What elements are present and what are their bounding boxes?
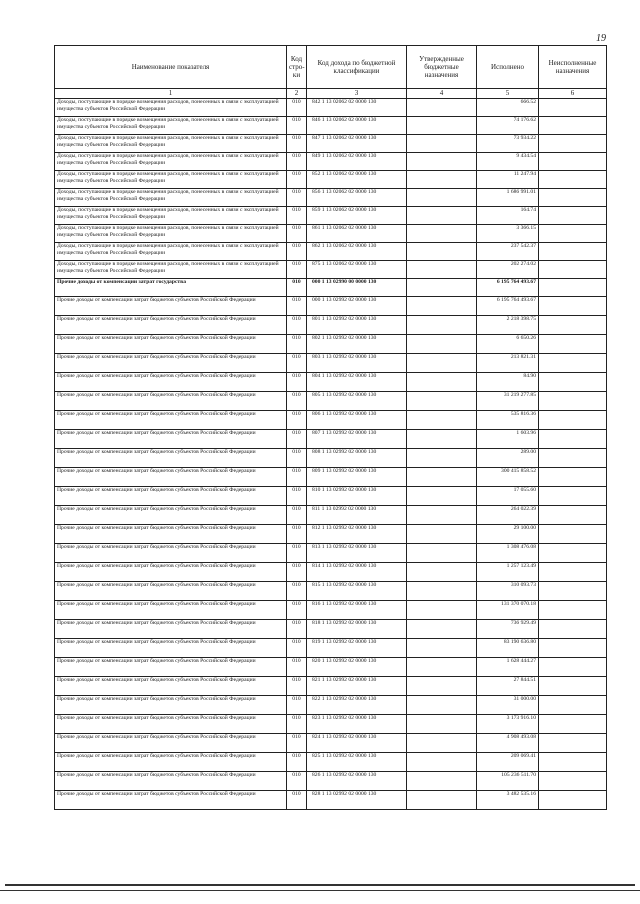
indicator-name-cell: Прочие доходы от компенсации затрат бюджетов субъектов Российской Федерации bbox=[55, 392, 287, 411]
indicator-name-cell: Прочие доходы от компенсации затрат бюджетов субъектов Российской Федерации bbox=[55, 734, 287, 753]
header-executed: Исполнено bbox=[477, 46, 539, 89]
header-indicator-name: Наименование показателя bbox=[55, 46, 287, 89]
indicator-name-cell: Прочие доходы от компенсации затрат бюджетов субъектов Российской Федерации bbox=[55, 506, 287, 525]
column-number: 2 bbox=[287, 89, 307, 99]
unexecuted-cell bbox=[539, 544, 607, 563]
approved-cell bbox=[407, 696, 477, 715]
approved-cell bbox=[407, 392, 477, 411]
approved-cell bbox=[407, 620, 477, 639]
table-row bbox=[55, 99, 607, 117]
line-code-cell: 010 bbox=[287, 171, 307, 189]
indicator-name-cell: Прочие доходы от компенсации затрат бюджетов субъектов Российской Федерации bbox=[55, 620, 287, 639]
line-code-cell: 010 bbox=[287, 392, 307, 411]
line-code-cell: 010 bbox=[287, 658, 307, 677]
table-row bbox=[55, 207, 607, 225]
indicator-name-cell: Прочие доходы от компенсации затрат бюджетов субъектов Российской Федерации bbox=[55, 696, 287, 715]
indicator-name-cell: Доходы, поступающие в порядке возмещения расходов, понесенных в связи с эксплуатацией имущества субъектов Российской Федерации bbox=[55, 153, 287, 171]
executed-cell: 666.52 bbox=[477, 99, 539, 117]
table-header-row bbox=[55, 46, 607, 89]
line-code-cell: 010 bbox=[287, 734, 307, 753]
line-code-cell: 010 bbox=[287, 335, 307, 354]
table-row bbox=[55, 279, 607, 297]
scan-edge-line bbox=[5, 884, 635, 886]
approved-cell bbox=[407, 734, 477, 753]
line-code-cell: 010 bbox=[287, 207, 307, 225]
line-code-cell: 010 bbox=[287, 153, 307, 171]
income-code-cell: 824 1 13 02992 02 0000 130 bbox=[307, 734, 407, 753]
line-code-cell: 010 bbox=[287, 117, 307, 135]
income-code-cell: 821 1 13 02992 02 0000 130 bbox=[307, 677, 407, 696]
table-row bbox=[55, 316, 607, 335]
executed-cell: 9 434.54 bbox=[477, 153, 539, 171]
table-row bbox=[55, 135, 607, 153]
unexecuted-cell bbox=[539, 772, 607, 791]
indicator-name-cell: Прочие доходы от компенсации затрат бюджетов субъектов Российской Федерации bbox=[55, 563, 287, 582]
executed-cell: 1 257 123.49 bbox=[477, 563, 539, 582]
indicator-name-cell: Прочие доходы от компенсации затрат бюджетов субъектов Российской Федерации bbox=[55, 772, 287, 791]
executed-cell: 213 821.31 bbox=[477, 354, 539, 373]
executed-cell: 27 844.51 bbox=[477, 677, 539, 696]
indicator-name-cell: Прочие доходы от компенсации затрат бюджетов субъектов Российской Федерации bbox=[55, 316, 287, 335]
approved-cell bbox=[407, 753, 477, 772]
approved-cell bbox=[407, 639, 477, 658]
income-code-cell: 818 1 13 02992 02 0000 130 bbox=[307, 620, 407, 639]
line-code-cell: 010 bbox=[287, 791, 307, 810]
unexecuted-cell bbox=[539, 696, 607, 715]
line-code-cell: 010 bbox=[287, 563, 307, 582]
line-code-cell: 010 bbox=[287, 506, 307, 525]
unexecuted-cell bbox=[539, 279, 607, 297]
unexecuted-cell bbox=[539, 734, 607, 753]
income-code-cell: 823 1 13 02992 02 0000 130 bbox=[307, 715, 407, 734]
executed-cell: 264 022.39 bbox=[477, 506, 539, 525]
unexecuted-cell bbox=[539, 468, 607, 487]
indicator-name-cell: Доходы, поступающие в порядке возмещения расходов, понесенных в связи с эксплуатацией имущества субъектов Российской Федерации bbox=[55, 135, 287, 153]
table-row bbox=[55, 620, 607, 639]
column-number: 4 bbox=[407, 89, 477, 99]
executed-cell: 237 542.37 bbox=[477, 243, 539, 261]
income-code-cell: 852 1 13 02062 02 0000 130 bbox=[307, 171, 407, 189]
approved-cell bbox=[407, 487, 477, 506]
executed-cell: 4 908 493.08 bbox=[477, 734, 539, 753]
income-code-cell: 846 1 13 02062 02 0000 130 bbox=[307, 117, 407, 135]
table-row bbox=[55, 525, 607, 544]
executed-cell: 1 603.96 bbox=[477, 430, 539, 449]
unexecuted-cell bbox=[539, 430, 607, 449]
scan-edge-line bbox=[0, 890, 640, 891]
income-code-cell: 816 1 13 02992 02 0000 130 bbox=[307, 601, 407, 620]
line-code-cell: 010 bbox=[287, 449, 307, 468]
line-code-cell: 010 bbox=[287, 354, 307, 373]
indicator-name-cell: Прочие доходы от компенсации затрат бюджетов субъектов Российской Федерации bbox=[55, 430, 287, 449]
line-code-cell: 010 bbox=[287, 411, 307, 430]
approved-cell bbox=[407, 677, 477, 696]
income-code-cell: 810 1 13 02992 02 0000 130 bbox=[307, 487, 407, 506]
income-code-cell: 825 1 13 02992 02 0000 130 bbox=[307, 753, 407, 772]
unexecuted-cell bbox=[539, 582, 607, 601]
executed-cell: 300 415 858.52 bbox=[477, 468, 539, 487]
table-row bbox=[55, 753, 607, 772]
line-code-cell: 010 bbox=[287, 225, 307, 243]
table-row bbox=[55, 261, 607, 279]
executed-cell: 164.74 bbox=[477, 207, 539, 225]
table-row bbox=[55, 487, 607, 506]
executed-cell: 209 069.41 bbox=[477, 753, 539, 772]
unexecuted-cell bbox=[539, 639, 607, 658]
income-code-cell: 828 1 13 02992 02 0000 130 bbox=[307, 791, 407, 810]
approved-cell bbox=[407, 335, 477, 354]
table-row bbox=[55, 468, 607, 487]
approved-cell bbox=[407, 449, 477, 468]
header-income-code: Код дохода по бюджетной классификации bbox=[307, 46, 407, 89]
approved-cell bbox=[407, 297, 477, 316]
unexecuted-cell bbox=[539, 316, 607, 335]
line-code-cell: 010 bbox=[287, 544, 307, 563]
line-code-cell: 010 bbox=[287, 373, 307, 392]
line-code-cell: 010 bbox=[287, 582, 307, 601]
line-code-cell: 010 bbox=[287, 297, 307, 316]
indicator-name-cell: Доходы, поступающие в порядке возмещения расходов, понесенных в связи с эксплуатацией имущества субъектов Российской Федерации bbox=[55, 117, 287, 135]
unexecuted-cell bbox=[539, 506, 607, 525]
indicator-name-cell: Прочие доходы от компенсации затрат бюджетов субъектов Российской Федерации bbox=[55, 411, 287, 430]
indicator-name-cell: Прочие доходы от компенсации затрат бюджетов субъектов Российской Федерации bbox=[55, 601, 287, 620]
indicator-name-cell: Прочие доходы от компенсации затрат бюджетов субъектов Российской Федерации bbox=[55, 525, 287, 544]
income-code-cell: 801 1 13 02992 02 0000 130 bbox=[307, 316, 407, 335]
approved-cell bbox=[407, 279, 477, 297]
indicator-name-cell: Прочие доходы от компенсации затрат бюджетов субъектов Российской Федерации bbox=[55, 373, 287, 392]
unexecuted-cell bbox=[539, 99, 607, 117]
table-row bbox=[55, 392, 607, 411]
column-number: 5 bbox=[477, 89, 539, 99]
line-code-cell: 010 bbox=[287, 620, 307, 639]
unexecuted-cell bbox=[539, 153, 607, 171]
indicator-name-cell: Доходы, поступающие в порядке возмещения расходов, понесенных в связи с эксплуатацией имущества субъектов Российской Федерации bbox=[55, 261, 287, 279]
table-row bbox=[55, 658, 607, 677]
income-code-cell: 813 1 13 02992 02 0000 130 bbox=[307, 544, 407, 563]
executed-cell: 83 190 636.80 bbox=[477, 639, 539, 658]
indicator-name-cell: Доходы, поступающие в порядке возмещения расходов, понесенных в связи с эксплуатацией имущества субъектов Российской Федерации bbox=[55, 243, 287, 261]
indicator-name-cell: Доходы, поступающие в порядке возмещения расходов, понесенных в связи с эксплуатацией имущества субъектов Российской Федерации bbox=[55, 189, 287, 207]
unexecuted-cell bbox=[539, 392, 607, 411]
unexecuted-cell bbox=[539, 715, 607, 734]
income-code-cell: 806 1 13 02992 02 0000 130 bbox=[307, 411, 407, 430]
line-code-cell: 010 bbox=[287, 639, 307, 658]
approved-cell bbox=[407, 715, 477, 734]
unexecuted-cell bbox=[539, 225, 607, 243]
approved-cell bbox=[407, 525, 477, 544]
unexecuted-cell bbox=[539, 658, 607, 677]
executed-cell: 736 929.49 bbox=[477, 620, 539, 639]
executed-cell: 17 055.60 bbox=[477, 487, 539, 506]
approved-cell bbox=[407, 243, 477, 261]
unexecuted-cell bbox=[539, 335, 607, 354]
line-code-cell: 010 bbox=[287, 99, 307, 117]
table-row bbox=[55, 506, 607, 525]
indicator-name-cell: Прочие доходы от компенсации затрат бюджетов субъектов Российской Федерации bbox=[55, 544, 287, 563]
indicator-name-cell: Прочие доходы от компенсации затрат бюджетов субъектов Российской Федерации bbox=[55, 658, 287, 677]
table-body bbox=[55, 89, 607, 810]
indicator-name-cell: Прочие доходы от компенсации затрат бюджетов субъектов Российской Федерации bbox=[55, 791, 287, 810]
line-code-cell: 010 bbox=[287, 430, 307, 449]
approved-cell bbox=[407, 316, 477, 335]
income-code-cell: 820 1 13 02992 02 0000 130 bbox=[307, 658, 407, 677]
approved-cell bbox=[407, 135, 477, 153]
unexecuted-cell bbox=[539, 563, 607, 582]
unexecuted-cell bbox=[539, 601, 607, 620]
income-code-cell: 811 1 13 02992 02 0000 130 bbox=[307, 506, 407, 525]
approved-cell bbox=[407, 354, 477, 373]
executed-cell: 29 100.00 bbox=[477, 525, 539, 544]
approved-cell bbox=[407, 582, 477, 601]
column-number: 3 bbox=[307, 89, 407, 99]
indicator-name-cell: Доходы, поступающие в порядке возмещения расходов, понесенных в связи с эксплуатацией имущества субъектов Российской Федерации bbox=[55, 171, 287, 189]
line-code-cell: 010 bbox=[287, 243, 307, 261]
header-approved: Утвержденные бюджетные назначения bbox=[407, 46, 477, 89]
approved-cell bbox=[407, 601, 477, 620]
executed-cell: 3 366.15 bbox=[477, 225, 539, 243]
table-row bbox=[55, 117, 607, 135]
income-code-cell: 856 1 13 02062 02 0000 130 bbox=[307, 189, 407, 207]
table-row bbox=[55, 373, 607, 392]
executed-cell: 31 219 277.85 bbox=[477, 392, 539, 411]
approved-cell bbox=[407, 261, 477, 279]
indicator-name-cell: Прочие доходы от компенсации затрат бюджетов субъектов Российской Федерации bbox=[55, 354, 287, 373]
line-code-cell: 010 bbox=[287, 753, 307, 772]
column-number: 6 bbox=[539, 89, 607, 99]
income-code-cell: 826 1 13 02992 02 0000 130 bbox=[307, 772, 407, 791]
indicator-name-cell: Прочие доходы от компенсации затрат бюджетов субъектов Российской Федерации bbox=[55, 449, 287, 468]
line-code-cell: 010 bbox=[287, 279, 307, 297]
income-code-cell: 875 1 13 02062 02 0000 130 bbox=[307, 261, 407, 279]
indicator-name-cell: Прочие доходы от компенсации затрат бюджетов субъектов Российской Федерации bbox=[55, 639, 287, 658]
income-code-cell: 802 1 13 02992 02 0000 130 bbox=[307, 335, 407, 354]
income-code-cell: 807 1 13 02992 02 0000 130 bbox=[307, 430, 407, 449]
table-row bbox=[55, 411, 607, 430]
table-row bbox=[55, 791, 607, 810]
indicator-name-cell: Прочие доходы от компенсации затрат государства bbox=[55, 279, 287, 297]
approved-cell bbox=[407, 225, 477, 243]
unexecuted-cell bbox=[539, 117, 607, 135]
income-code-cell: 862 1 13 02062 02 0000 130 bbox=[307, 243, 407, 261]
income-code-cell: 847 1 13 02062 02 0000 130 bbox=[307, 135, 407, 153]
indicator-name-cell: Прочие доходы от компенсации затрат бюджетов субъектов Российской Федерации bbox=[55, 582, 287, 601]
table-row bbox=[55, 582, 607, 601]
table-row bbox=[55, 297, 607, 316]
income-code-cell: 815 1 13 02992 02 0000 130 bbox=[307, 582, 407, 601]
unexecuted-cell bbox=[539, 354, 607, 373]
approved-cell bbox=[407, 772, 477, 791]
approved-cell bbox=[407, 468, 477, 487]
executed-cell: 310 093.73 bbox=[477, 582, 539, 601]
column-number-row bbox=[55, 89, 607, 99]
unexecuted-cell bbox=[539, 411, 607, 430]
unexecuted-cell bbox=[539, 620, 607, 639]
unexecuted-cell bbox=[539, 135, 607, 153]
approved-cell bbox=[407, 171, 477, 189]
line-code-cell: 010 bbox=[287, 696, 307, 715]
approved-cell bbox=[407, 207, 477, 225]
executed-cell: 84.90 bbox=[477, 373, 539, 392]
unexecuted-cell bbox=[539, 261, 607, 279]
table-row bbox=[55, 715, 607, 734]
line-code-cell: 010 bbox=[287, 715, 307, 734]
table-row bbox=[55, 171, 607, 189]
executed-cell: 3 482 535.16 bbox=[477, 791, 539, 810]
header-line-code: Код стро-ки bbox=[287, 46, 307, 89]
table-row bbox=[55, 449, 607, 468]
indicator-name-cell: Прочие доходы от компенсации затрат бюджетов субъектов Российской Федерации bbox=[55, 715, 287, 734]
line-code-cell: 010 bbox=[287, 525, 307, 544]
table-row bbox=[55, 153, 607, 171]
approved-cell bbox=[407, 373, 477, 392]
unexecuted-cell bbox=[539, 373, 607, 392]
executed-cell: 1 628 444.27 bbox=[477, 658, 539, 677]
approved-cell bbox=[407, 658, 477, 677]
unexecuted-cell bbox=[539, 525, 607, 544]
table-row bbox=[55, 677, 607, 696]
approved-cell bbox=[407, 153, 477, 171]
income-code-cell: 859 1 13 02062 02 0000 130 bbox=[307, 207, 407, 225]
line-code-cell: 010 bbox=[287, 189, 307, 207]
line-code-cell: 010 bbox=[287, 487, 307, 506]
unexecuted-cell bbox=[539, 297, 607, 316]
executed-cell: 6 650.26 bbox=[477, 335, 539, 354]
executed-cell: 1 308 476.08 bbox=[477, 544, 539, 563]
unexecuted-cell bbox=[539, 753, 607, 772]
table-row bbox=[55, 563, 607, 582]
income-code-cell: 861 1 13 02062 02 0000 130 bbox=[307, 225, 407, 243]
executed-cell: 535 816.36 bbox=[477, 411, 539, 430]
income-code-cell: 849 1 13 02062 02 0000 130 bbox=[307, 153, 407, 171]
executed-cell: 202 274.02 bbox=[477, 261, 539, 279]
indicator-name-cell: Прочие доходы от компенсации затрат бюджетов субъектов Российской Федерации bbox=[55, 753, 287, 772]
table-row bbox=[55, 601, 607, 620]
table-row bbox=[55, 354, 607, 373]
table-row bbox=[55, 225, 607, 243]
executed-cell: 289.00 bbox=[477, 449, 539, 468]
page-number: 19 bbox=[596, 33, 606, 44]
indicator-name-cell: Прочие доходы от компенсации затрат бюджетов субъектов Российской Федерации bbox=[55, 487, 287, 506]
approved-cell bbox=[407, 563, 477, 582]
indicator-name-cell: Доходы, поступающие в порядке возмещения расходов, понесенных в связи с эксплуатацией имущества субъектов Российской Федерации bbox=[55, 99, 287, 117]
approved-cell bbox=[407, 411, 477, 430]
income-code-cell: 803 1 13 02992 02 0000 130 bbox=[307, 354, 407, 373]
executed-cell: 131 370 070.18 bbox=[477, 601, 539, 620]
executed-cell: 31 000.00 bbox=[477, 696, 539, 715]
indicator-name-cell: Доходы, поступающие в порядке возмещения расходов, понесенных в связи с эксплуатацией имущества субъектов Российской Федерации bbox=[55, 207, 287, 225]
unexecuted-cell bbox=[539, 243, 607, 261]
unexecuted-cell bbox=[539, 171, 607, 189]
indicator-name-cell: Прочие доходы от компенсации затрат бюджетов субъектов Российской Федерации bbox=[55, 468, 287, 487]
approved-cell bbox=[407, 506, 477, 525]
table-row bbox=[55, 772, 607, 791]
table-row bbox=[55, 189, 607, 207]
line-code-cell: 010 bbox=[287, 677, 307, 696]
indicator-name-cell: Прочие доходы от компенсации затрат бюджетов субъектов Российской Федерации bbox=[55, 335, 287, 354]
executed-cell: 2 218 398.75 bbox=[477, 316, 539, 335]
executed-cell: 6 195 764 493.67 bbox=[477, 297, 539, 316]
indicator-name-cell: Прочие доходы от компенсации затрат бюджетов субъектов Российской Федерации bbox=[55, 297, 287, 316]
unexecuted-cell bbox=[539, 487, 607, 506]
income-code-cell: 812 1 13 02992 02 0000 130 bbox=[307, 525, 407, 544]
line-code-cell: 010 bbox=[287, 316, 307, 335]
executed-cell: 6 195 764 493.67 bbox=[477, 279, 539, 297]
approved-cell bbox=[407, 544, 477, 563]
executed-cell: 1 686 991.01 bbox=[477, 189, 539, 207]
budget-execution-table bbox=[54, 45, 607, 810]
executed-cell: 73 934.22 bbox=[477, 135, 539, 153]
income-code-cell: 808 1 13 02992 02 0000 130 bbox=[307, 449, 407, 468]
table-row bbox=[55, 243, 607, 261]
approved-cell bbox=[407, 791, 477, 810]
table-row bbox=[55, 430, 607, 449]
income-code-cell: 842 1 13 02062 02 0000 130 bbox=[307, 99, 407, 117]
table-row bbox=[55, 734, 607, 753]
line-code-cell: 010 bbox=[287, 468, 307, 487]
table-row bbox=[55, 639, 607, 658]
income-code-cell: 822 1 13 02992 02 0000 130 bbox=[307, 696, 407, 715]
unexecuted-cell bbox=[539, 677, 607, 696]
line-code-cell: 010 bbox=[287, 772, 307, 791]
approved-cell bbox=[407, 99, 477, 117]
income-code-cell: 814 1 13 02992 02 0000 130 bbox=[307, 563, 407, 582]
unexecuted-cell bbox=[539, 791, 607, 810]
unexecuted-cell bbox=[539, 189, 607, 207]
income-code-cell: 000 1 13 02992 02 0000 130 bbox=[307, 297, 407, 316]
income-code-cell: 819 1 13 02992 02 0000 130 bbox=[307, 639, 407, 658]
income-code-cell: 805 1 13 02992 02 0000 130 bbox=[307, 392, 407, 411]
table-row bbox=[55, 335, 607, 354]
approved-cell bbox=[407, 430, 477, 449]
approved-cell bbox=[407, 189, 477, 207]
executed-cell: 74 176.62 bbox=[477, 117, 539, 135]
executed-cell: 3 173 916.10 bbox=[477, 715, 539, 734]
executed-cell: 11 247.94 bbox=[477, 171, 539, 189]
table-row bbox=[55, 544, 607, 563]
indicator-name-cell: Доходы, поступающие в порядке возмещения расходов, понесенных в связи с эксплуатацией имущества субъектов Российской Федерации bbox=[55, 225, 287, 243]
indicator-name-cell: Прочие доходы от компенсации затрат бюджетов субъектов Российской Федерации bbox=[55, 677, 287, 696]
table-row bbox=[55, 696, 607, 715]
header-unexecuted: Неисполненные назначения bbox=[539, 46, 607, 89]
line-code-cell: 010 bbox=[287, 261, 307, 279]
executed-cell: 105 236 511.70 bbox=[477, 772, 539, 791]
income-code-cell: 804 1 13 02992 02 0000 130 bbox=[307, 373, 407, 392]
column-number: 1 bbox=[55, 89, 287, 99]
income-code-cell: 809 1 13 02992 02 0000 130 bbox=[307, 468, 407, 487]
unexecuted-cell bbox=[539, 449, 607, 468]
line-code-cell: 010 bbox=[287, 135, 307, 153]
income-code-cell: 000 1 13 02990 00 0000 130 bbox=[307, 279, 407, 297]
approved-cell bbox=[407, 117, 477, 135]
line-code-cell: 010 bbox=[287, 601, 307, 620]
unexecuted-cell bbox=[539, 207, 607, 225]
